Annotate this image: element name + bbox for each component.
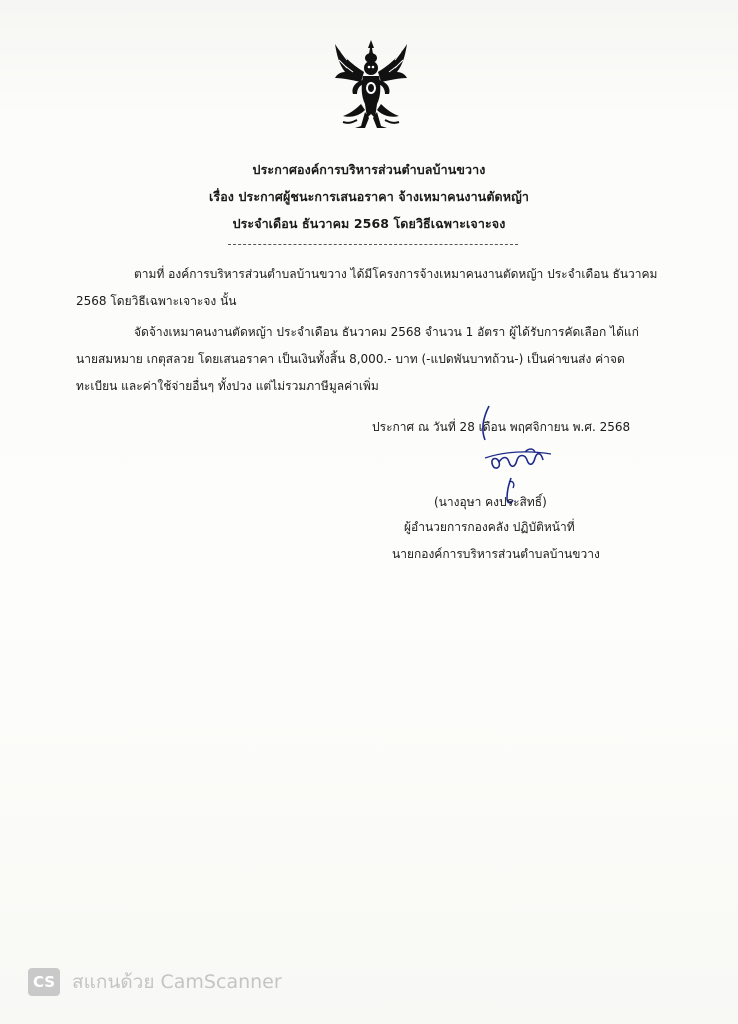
paragraph-2-line-1: จัดจ้างเหมาคนงานตัดหญ้า ประจำเดือน ธันวาคม 2568 จำนวน 1 อัตรา ผู้ได้รับการคัดเลือก ได้แก่: [134, 325, 639, 339]
announcement-period: ประจำเดือน ธันวาคม 2568 โดยวิธีเฉพาะเจาะจง: [232, 216, 506, 231]
paragraph-1-line-1: ตามที่ องค์การบริหารส่วนตำบลบ้านขวาง ได้มีโครงการจ้างเหมาคนงานตัดหญ้า ประจำเดือน ธันวาคม: [134, 267, 658, 281]
announcement-title: ประกาศองค์การบริหารส่วนตำบลบ้านขวาง: [252, 162, 486, 177]
garuda-emblem-icon: [331, 38, 411, 132]
camscanner-logo-icon: CS: [28, 968, 60, 996]
camscanner-watermark: สแกนด้วย CamScanner: [72, 971, 282, 993]
paragraph-1-line-2: 2568 โดยวิธีเฉพาะเจาะจง นั้น: [76, 294, 237, 308]
signer-position-primary: ผู้อำนวยการกองคลัง ปฏิบัติหน้าที่: [404, 520, 575, 534]
announcement-subject: เรื่อง ประกาศผู้ชนะการเสนอราคา จ้างเหมาคนงานตัดหญ้า: [209, 189, 529, 204]
paragraph-2-line-3: ทะเบียน และค่าใช้จ่ายอื่นๆ ทั้งปวง แต่ไม่รวมภาษีมูลค่าเพิ่ม: [76, 379, 379, 393]
announcement-date: ประกาศ ณ วันที่ 28 เดือน พฤศจิกายน พ.ศ. 2568: [372, 420, 631, 434]
paragraph-2-line-2: นายสมหมาย เกตุสลวย โดยเสนอราคา เป็นเงินทั้งสิ้น 8,000.- บาท (-แปดพันบาทถ้วน-) เป็นค่าขนส่ง ค่าจด: [76, 352, 625, 366]
signer-position-secondary: นายกองค์การบริหารส่วนตำบลบ้านขวาง: [392, 547, 600, 561]
signer-name: (นางอุษา คงประสิทธิ์): [434, 495, 547, 509]
title-divider: [228, 244, 518, 245]
